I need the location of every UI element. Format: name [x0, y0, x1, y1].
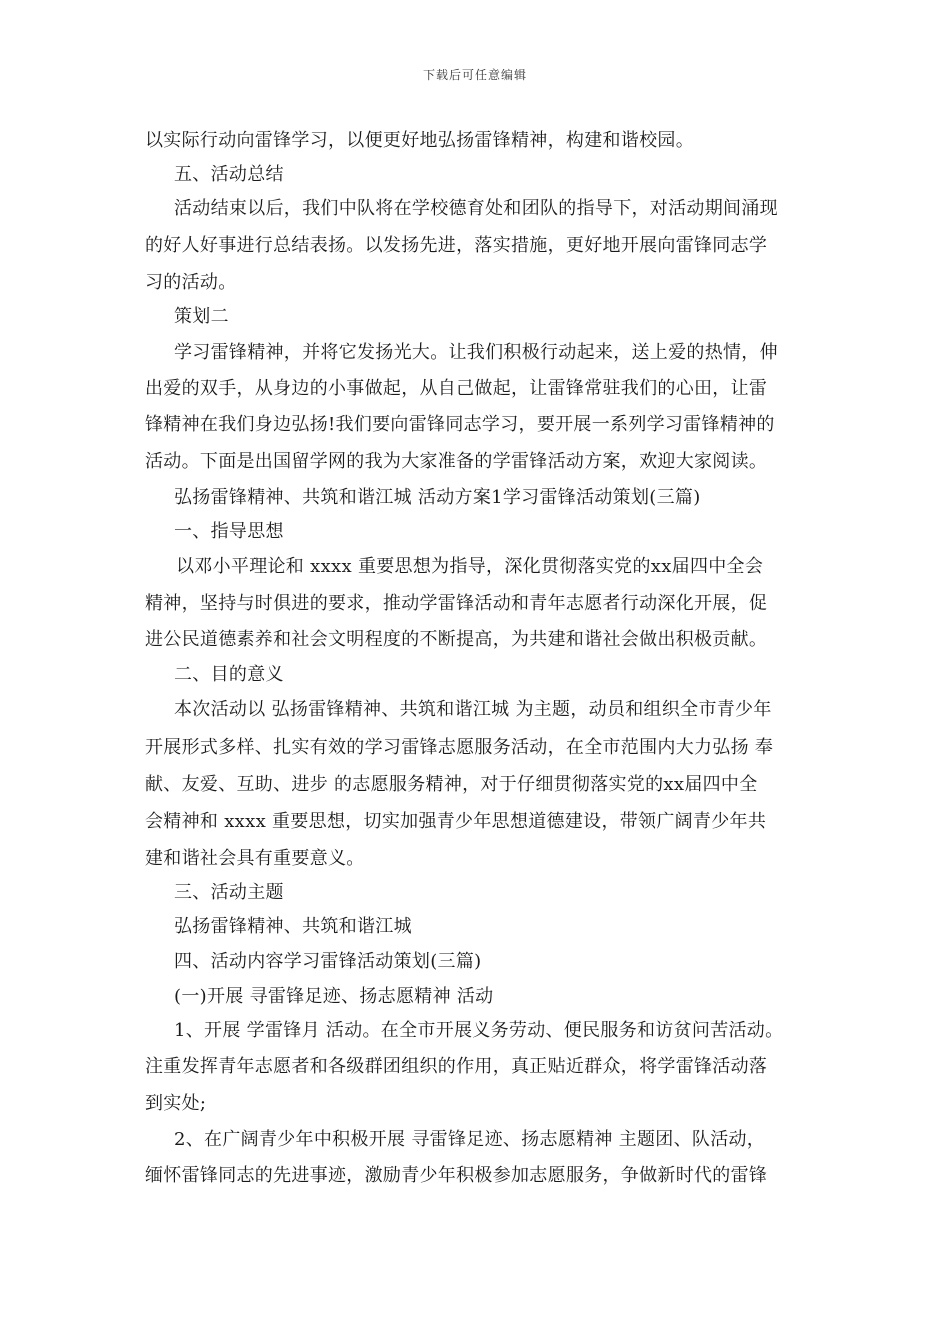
text-line-20: 会精神和 xxxx 重要思想，切实加强青少年思想道德建设，带领广阔青少年共 — [145, 811, 767, 832]
text-line-30: 缅怀雷锋同志的先进事迹，激励青少年积极参加志愿服务，争做新时代的雷锋 — [145, 1165, 768, 1186]
text-line-18: 开展形式多样、扎实有效的学习雷锋志愿服务活动，在全市范围内大力弘扬 奉 — [145, 737, 774, 758]
theme-line: 弘扬雷锋精神、共筑和谐江城 — [174, 916, 412, 937]
plan-title: 弘扬雷锋精神、共筑和谐江城 活动方案1学习雷锋活动策划(三篇) — [174, 487, 701, 508]
text-line-9: 锋精神在我们身边弘扬!我们要向雷锋同志学习，要开展一系列学习雷锋精神的 — [145, 414, 775, 435]
text-line-27: 注重发挥青年志愿者和各级群团组织的作用，真正贴近群众，将学雷锋活动落 — [145, 1056, 768, 1077]
text-line-21: 建和谐社会具有重要意义。 — [145, 848, 365, 869]
text-line-29: 2、在广阔青少年中积极开展 寻雷锋足迹、扬志愿精神 主题团、队活动， — [174, 1129, 766, 1150]
text-line-7: 学习雷锋精神，并将它发扬光大。让我们积极行动起来，送上爱的热情，伸 — [174, 342, 778, 363]
text-line-4: 的好人好事进行总结表扬。以发扬先进，落实措施，更好地开展向雷锋同志学 — [145, 235, 768, 256]
section-heading-1: 一、指导思想 — [174, 521, 284, 542]
text-line-1: 以实际行动向雷锋学习，以便更好地弘扬雷锋精神，构建和谐校园。 — [145, 130, 694, 151]
text-line-19: 献、友爱、互助、进步 的志愿服务精神，对于仔细贯彻落实党的xx届四中全 — [145, 774, 758, 795]
text-line-13: 以邓小平理论和 xxxx 重要思想为指导，深化贯彻落实党的xx届四中全会 — [176, 556, 764, 577]
text-line-3: 活动结束以后，我们中队将在学校德育处和团队的指导下，对活动期间涌现 — [174, 198, 778, 219]
section-heading-2: 二、目的意义 — [174, 664, 284, 685]
text-line-26: 1、开展 学雷锋月 活动。在全市开展义务劳动、便民服务和访贫问苦活动。 — [174, 1020, 784, 1041]
text-line-28: 到实处; — [145, 1093, 207, 1114]
text-line-15: 进公民道德素养和社会文明程度的不断提高，为共建和谐社会做出积极贡献。 — [145, 629, 768, 650]
text-line-14: 精神，坚持与时俱进的要求，推动学雷锋活动和青年志愿者行动深化开展，促 — [145, 593, 768, 614]
text-line-8: 出爱的双手，从身边的小事做起，从自己做起，让雷锋常驻我们的心田，让雷 — [145, 378, 768, 399]
text-line-10: 活动。下面是出国留学网的我为大家准备的学雷锋活动方案，欢迎大家阅读。 — [145, 451, 768, 472]
section-heading-3: 三、活动主题 — [174, 882, 284, 903]
section-heading-4: 四、活动内容学习雷锋活动策划(三篇) — [174, 951, 482, 972]
subsection-heading-1: (一)开展 寻雷锋足迹、扬志愿精神 活动 — [174, 986, 494, 1007]
text-line-5: 习的活动。 — [145, 272, 237, 293]
section-heading-5: 五、活动总结 — [174, 164, 284, 185]
plan-two-heading: 策划二 — [174, 306, 229, 327]
page-header: 下载后可任意编辑 — [422, 68, 527, 82]
text-line-17: 本次活动以 弘扬雷锋精神、共筑和谐江城 为主题，动员和组织全市青少年 — [174, 699, 772, 720]
